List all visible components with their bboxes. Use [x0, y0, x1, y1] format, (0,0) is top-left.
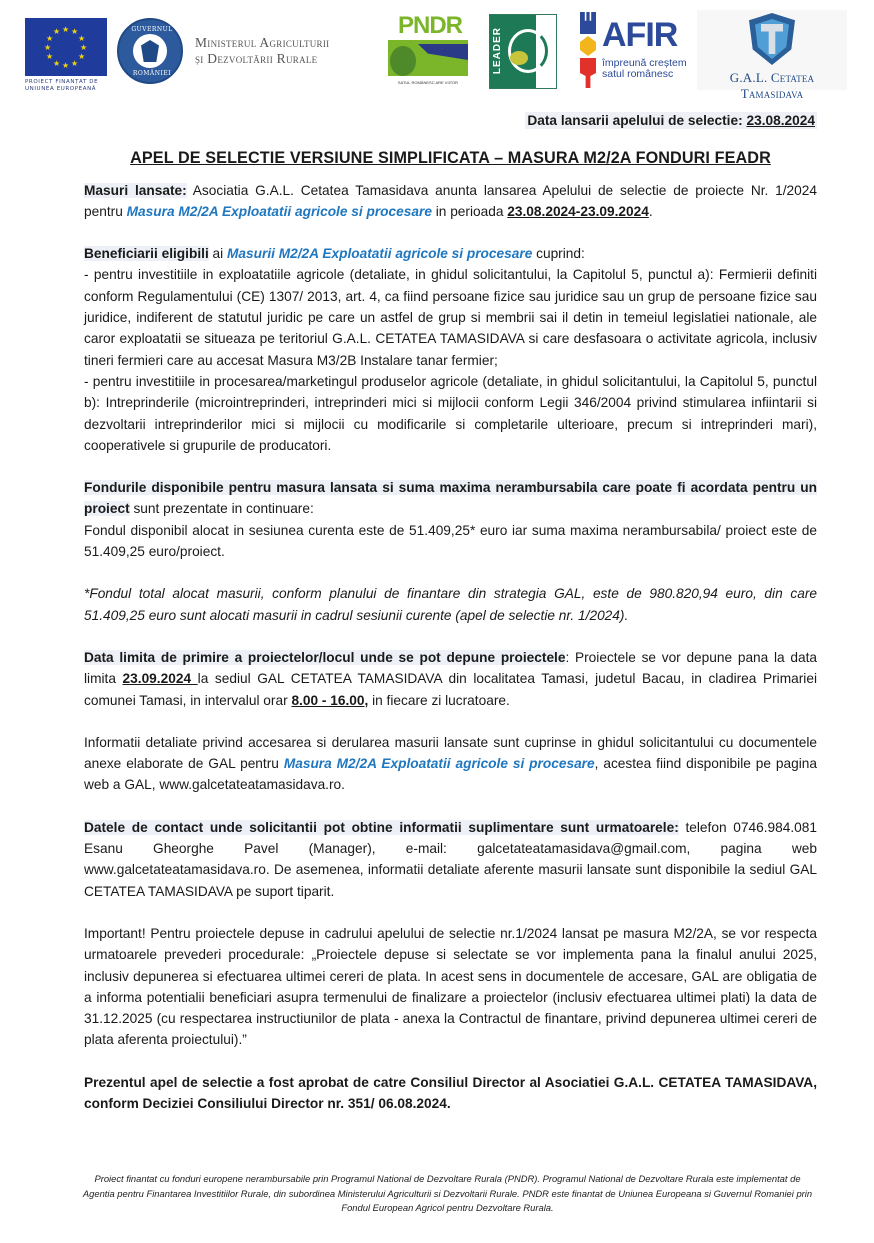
approval-paragraph: Prezentul apel de selectie a fost aprobat de catre Consiliul Director al Asociatiei G.A.L. CETATEA TAMASIDAVA, conform Deciziei Consiliului Director nr. 351/ 06.08.2024.	[84, 1074, 817, 1111]
funds-amount: Fondul disponibil alocat in sesiunea curenta este de 51.409,25* euro iar suma maxima nerambursabila/ proiect este de 51.409,25 euro/proiect.	[84, 522, 817, 560]
deadline-date: 23.09.2024	[122, 671, 198, 687]
pndr-caption: SATUL ROMÂNESC ARE VIITOR	[397, 80, 459, 85]
romanian-government-seal-icon	[117, 18, 183, 84]
gal-name: G.A.L. Cetatea Tamasidava	[729, 70, 815, 101]
beneficiaries-item-2: - pentru investitiile in procesarea/marketingul produselor agricole (detaliate, in ghidul solicitantului, la Capitolul 5, punctul b): Intreprinderile (microintreprinderi, intreprinderi mici si mijlocii conform Legii 346/2004 privind stimularea infiintarii si dezvoltarii intreprinderilor mici si mijlocii cu modificarile si completarile ulterioare, precum si intreprinderi mari), cooperativele si grupurile de producatori.	[84, 373, 817, 453]
leader-logo-icon	[489, 14, 557, 89]
gov-top-text: GUVERNUL	[131, 26, 173, 33]
launch-date-label: Data lansarii apelului de selectie:	[527, 113, 743, 128]
pndr-logo-icon	[388, 14, 468, 88]
ministry-line2: și Dezvoltării Rurale	[195, 51, 318, 66]
beneficiaries-item-1: - pentru investitiile in exploatatiile agricole (detaliate, in ghidul solicitantului, la Capitolul 5, punctul a): Fermierii definiti conform Regulamentului (CE) 1307/ 2013, art. 4, ca fiind persoane fizice sau juridice sau un grup de persoane fizice sau juridice, indiferent de statutul juridic pe care un astfel de grup si membrii sai il detin in temeiul legislatiei nationale, ale caror exploatatii se situeaza pe teritoriul G.A.L. CETATEA TAMASIDAVA si care desfasoara o activitate agricola, inclusiv tineri fermieri care au accesat Masura M3/2B Instalare tanar fermier;	[84, 267, 817, 368]
tree-icon	[390, 46, 416, 76]
eu-caption-line2: UNIUNEA EUROPEANĂ	[25, 86, 97, 92]
funds-label: Fondurile disponibile pentru masura lansata si suma maxima nerambursabila care poate fi acordata pentru un proiect	[84, 480, 817, 517]
measures-text-3: .	[648, 203, 653, 219]
deadline-paragraph	[84, 647, 817, 711]
gov-bottom-text: ROMÂNIEI	[132, 70, 172, 77]
afir-title: AFIR	[602, 16, 678, 54]
measures-label: Masuri lansate:	[84, 182, 187, 198]
info-paragraph	[84, 732, 817, 796]
pndr-title: PNDR	[398, 12, 463, 39]
ministry-name	[195, 35, 329, 67]
measures-period: 23.08.2024-23.09.2024	[507, 203, 649, 219]
leader-text: LEADER	[492, 27, 503, 75]
measures-paragraph	[84, 180, 817, 223]
important-paragraph: Important! Pentru proiectele depuse in cadrului apelului de selectie nr.1/2024 lansat pe masura M2/2A, se vor respecta urmatoarele prevederi procedurale: „Proiectele depuse si selectate se vor implementa pana la finalul anului 2025, inclusiv depunerea si efectuarea ultimei cereri de plata. In acest sens in documentele de accesare, GAL are obligatia de a informa potentialii beneficiari asupra termenului de finalizare a proiectelor (inclusiv efectuarea ultimei plati) la data de 31.12.2025 (cu respectarea instructiunilor de plata - anexa la Contractul de finantare, privind depunerea ultimei cereri de plata aferenta proiectului).”	[84, 925, 817, 1048]
footer-note: Proiect finantat cu fonduri europene nerambursabile prin Programul National de Dezvoltare Rurala (PNDR). Programul National de Dezvoltare Rurala este implementat de Agentia pentru Finantarea Investitiilor Rurale, din subordinea Ministerului Agriculturii si Dezvoltarii Rurale. PNDR este finantat de Uniunea Europeana si Guvernul Romaniei prin Fondul European Agricol pentru Dezvoltare Rurala.	[82, 1173, 813, 1214]
info-measure-name: Masura M2/2A Exploatatii agricole si procesare	[283, 756, 595, 772]
funds-text: sunt prezentate in continuare:	[129, 501, 314, 517]
measure-name: Masura M2/2A Exploatatii agricole si procesare	[126, 203, 432, 219]
beneficiaries-label: Beneficiarii eligibili	[84, 246, 209, 262]
deadline-hours: 8.00 - 16.00,	[291, 692, 369, 708]
header-logos	[0, 0, 874, 100]
beneficiaries-heading	[84, 243, 817, 264]
deadline-label: Data limita de primire a proiectelor/locul unde se pot depune proiectele	[84, 649, 566, 665]
afir-tagline	[602, 58, 687, 80]
deadline-text-2: la sediul GAL CETATEA TAMASIDAVA din localitatea Tamasi, judetul Bacau, in cladirea Primariei comunei Tamasi, in intervalul orar	[84, 671, 817, 708]
afir-logo-icon	[578, 12, 690, 90]
info-text: Informatii detaliate privind accesarea si derularea masurii lansate sunt cuprinse in ghidul solicitantului cu documentele anexe elaborate de GAL pentru	[84, 734, 817, 772]
funds-note: *Fondul total alocat masurii, conform planului de finantare din strategia GAL, este de 980.820,94 euro, din care 51.409,25 euro sunt alocati masurii in cadrul sesiunii curente (apel de selectie nr. 1/2024).	[84, 586, 817, 623]
eu-caption	[25, 79, 107, 93]
contact-paragraph	[84, 817, 817, 902]
beneficiaries-text: ai	[208, 246, 228, 262]
page-title: APEL DE SELECTIE VERSIUNE SIMPLIFICATA – MASURA M2/2A FONDURI FEADR	[130, 149, 771, 168]
deadline-text: : Proiectele se vor depune pana la data limita	[84, 649, 817, 687]
funds-paragraph	[84, 477, 817, 520]
beneficiaries-text-2: cuprind:	[532, 246, 585, 262]
eu-caption-line1: PROIECT FINANȚAT DE	[25, 79, 99, 85]
eu-flag-icon: ★ ★ ★ ★ ★ ★ ★ ★ ★ ★ ★ ★	[25, 18, 107, 76]
launch-date: 23.08.2024	[746, 113, 815, 128]
measures-text-2: in perioada	[431, 203, 508, 219]
document-body	[84, 110, 817, 1114]
ministry-line1: Ministerul Agriculturii	[195, 35, 330, 50]
contact-text: telefon 0746.984.081 Esanu Gheorghe Pavel (Manager), e-mail: galcetateatamasidava@gmail.com, pagina web www.galcetateatamasidava.ro. De asemenea, informatii detaliate aferente masurii lansate sunt disponibile la sediul GAL CETATEA TAMASIDAVA pe suport tiparit.	[84, 819, 817, 899]
info-text-2: , acestea fiind disponibile pe pagina web a GAL, www.galcetateatamasidava.ro.	[84, 756, 817, 793]
measures-text: Asociatia G.A.L. Cetatea Tamasidava anunta lansarea Apelului de selectie de proiecte Nr. 1/2024 pentru	[84, 182, 818, 219]
afir-tagline-line1: împreună creștem	[602, 57, 687, 69]
deadline-text-3: in fiecare zi lucratoare.	[368, 692, 510, 708]
contact-label: Datele de contact unde solicitantii pot obtine informatii suplimentare sunt urmatoarele:	[84, 819, 679, 835]
seed-icon	[510, 51, 528, 65]
eu-logo	[25, 18, 107, 96]
beneficiaries-measure-name: Masurii M2/2A Exploatatii agricole si procesare	[227, 246, 533, 262]
gal-logo	[697, 10, 847, 101]
launch-date-line	[84, 110, 817, 131]
afir-tagline-line2: satul românesc	[602, 68, 674, 80]
